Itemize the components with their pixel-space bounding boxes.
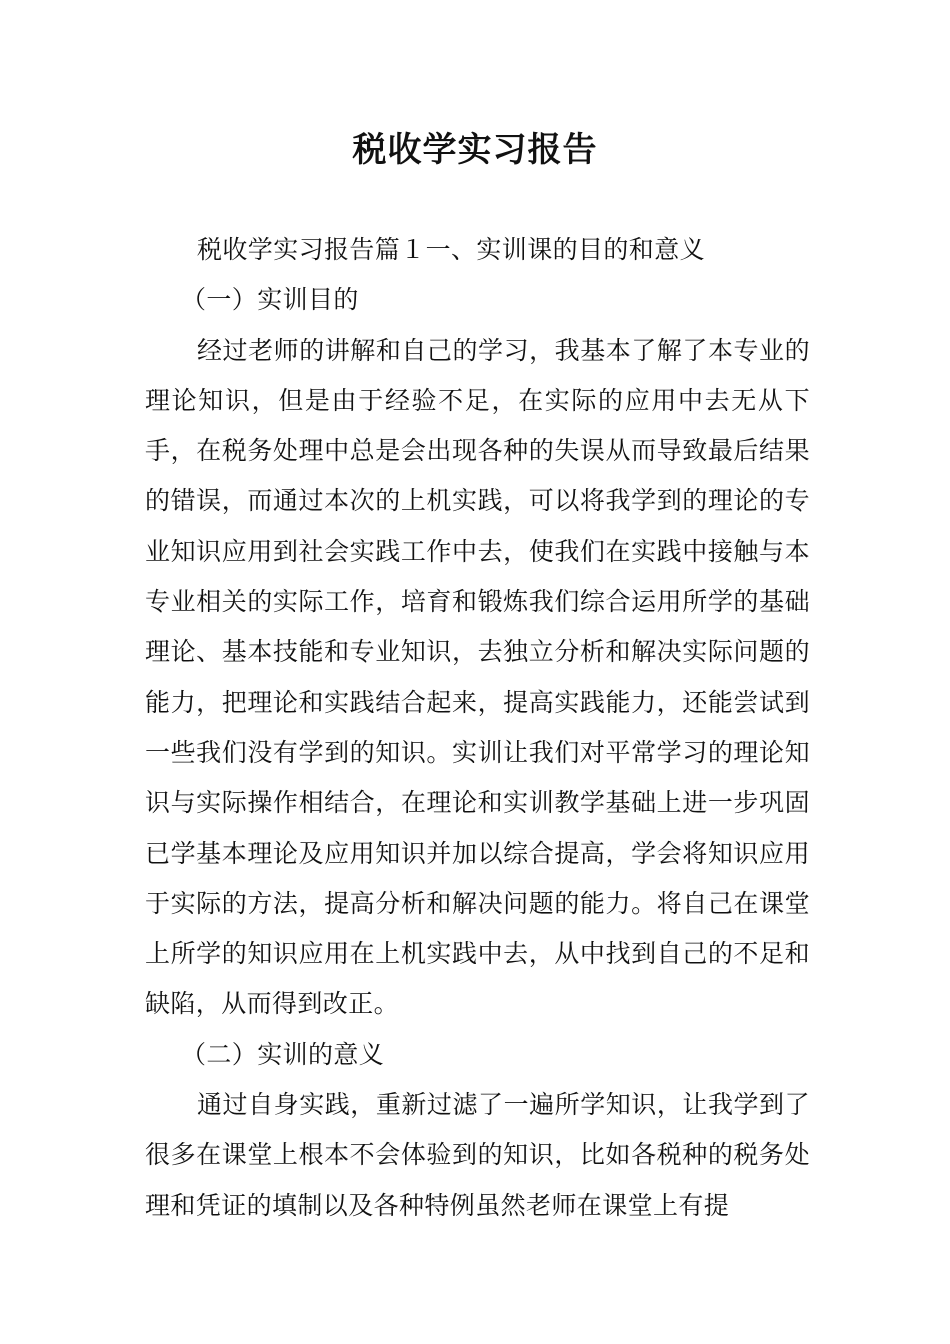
body-paragraph: 经过老师的讲解和自己的学习，我基本了解了本专业的理论知识，但是由于经验不足，在实际的应用中去无从下手，在税务处理中总是会出现各种的失误从而导致最后结果的错误，而通过本次的上机实践，可以将我学到的理论的专业知识应用到社会实践工作中去，使我们在实践中接触与本专业相关的实际工作，培育和锻炼我们综合运用所学的基础理论、基本技能和专业知识，去独立分析和解决实际问题的能力，把理论和实践结合起来，提高实践能力，还能尝试到一些我们没有学到的知识。实训让我们对平常学习的理论知识与实际操作相结合，在理论和实训教学基础上进一步巩固已学基本理论及应用知识并加以综合提高，学会将知识应用于实际的方法，提高分析和解决问题的能力。将自己在课堂上所学的知识应用在上机实践中去，从中找到自己的不足和缺陷，从而得到改正。 — [145, 335, 810, 1019]
lead-paragraph: 税收学实习报告篇１一、实训课的目的和意义 — [197, 235, 706, 264]
body-paragraph: 通过自身实践，重新过滤了一遍所学知识，让我学到了很多在课堂上根本不会体验到的知识，比如各税种的税务处理和凭证的填制以及各种特例虽然老师在课堂上有提 — [145, 1090, 810, 1220]
document-title: 税收学实习报告 — [352, 130, 598, 170]
section-heading-objective: （一）实训目的 — [181, 285, 359, 315]
section-heading-significance: （二）实训的意义 — [181, 1039, 385, 1069]
document-body — [145, 225, 810, 1231]
